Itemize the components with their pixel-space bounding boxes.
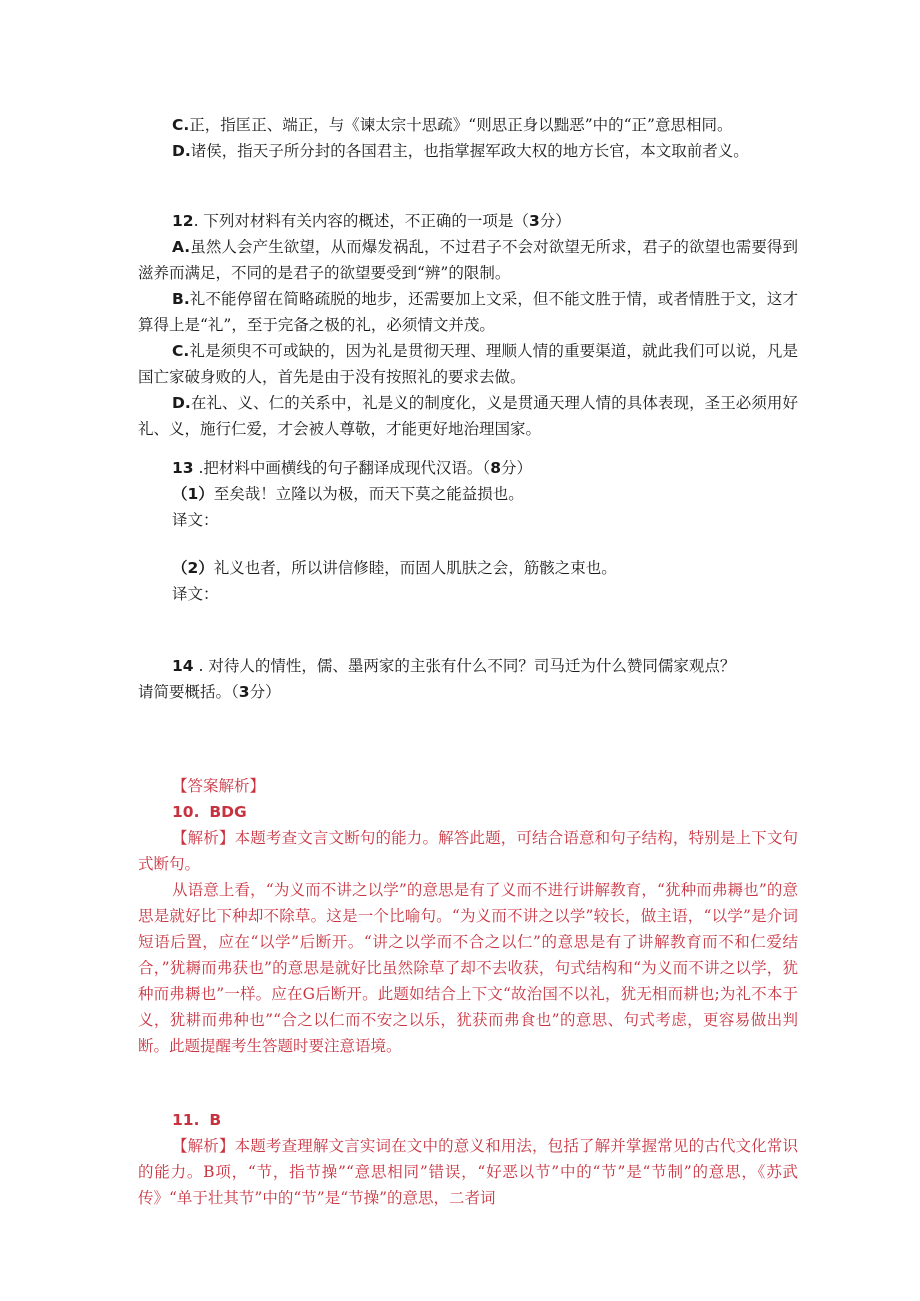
question-13-item-2: （2）礼义也者，所以讲信修睦，而固人肌肤之会，筋骸之束也。 (172, 559, 617, 577)
answer-11-heading: 11. B (172, 1111, 222, 1129)
answer-header: 【答案解析】 (172, 777, 266, 795)
option-d: D.诸侯，指天子所分封的各国君主，也指掌握军政大权的地方长官，本文取前者义。 (172, 142, 749, 160)
question-13-item-1-label: 译文： (172, 511, 219, 529)
option-c: C.正，指匡正、端正，与《谏太宗十思疏》“则思正身以黜恶”中的“正”意思相同。 (172, 116, 733, 134)
question-12-option-b: B.礼不能停留在简略疏脱的地步，还需要加上文采，但不能文胜于情，或者情胜于文，这才算得上是“礼”，至于完备之极的礼，必须情文并茂。 (138, 290, 798, 334)
question-14-line-1: 14 . 对待人的情性，儒、墨两家的主张有什么不同？司马迁为什么赞同儒家观点？ (172, 657, 736, 675)
question-12-option-d: D.在礼、义、仁的关系中，礼是义的制度化，义是贯通天理人情的具体表现，圣王必须用好礼、义，施行仁爱，才会被人尊敬，才能更好地治理国家。 (138, 394, 798, 438)
question-12-option-c: C.礼是须臾不可或缺的，因为礼是贯彻天理、理顺人情的重要渠道，就此我们可以说，凡是国亡家破身败的人，首先是由于没有按照礼的要求去做。 (138, 342, 798, 386)
answer-10-para-2: 从语意上看，“为义而不讲之以学”的意思是有了义而不进行讲解教育，“犹种而弗耨也”的意思是就好比下种却不除草。这是一个比喻句。“为义而不讲之以学”较长，做主语，“以学”是介词短语后置，应在“以学”后断开。“讲之以学而不合之以仁”的意思是有了讲解教育而不和仁爱结合，”犹耨而弗获也”的意思是就好比虽然除草了却不去收获，句式结构和“为义而不讲之以学，犹种而弗耨也”一样。应在G后断开。此题如结合上下文“故治国不以礼，犹无相而耕也;为礼不本于义，犹耕而弗种也”“合之以仁而不安之以乐，犹获而弗食也”的意思、句式考虑，更容易做出判断。此题提醒考生答题时要注意语境。 (138, 881, 798, 1055)
question-13-item-1: （1）至矣哉！立隆以为极，而天下莫之能益损也。 (172, 485, 524, 503)
question-12 (138, 208, 798, 442)
answer-10-para-1: 【解析】本题考查文言文断句的能力。解答此题，可结合语意和句子结构，特别是上下文句式断句。 (138, 829, 798, 873)
answer-11-analysis (138, 1133, 798, 1211)
option-block-prev (138, 112, 798, 164)
question-12-option-a: A.虽然人会产生欲望，从而爆发祸乱，不过君子不会对欲望无所求，君子的欲望也需要得到滋养而满足，不同的是君子的欲望要受到“辨”的限制。 (138, 238, 798, 282)
question-13-stem: 13 .把材料中画横线的句子翻译成现代汉语。（8分） (172, 459, 532, 477)
answer-11-para: 【解析】本题考查理解文言实词在文中的意义和用法，包括了解并掌握常见的古代文化常识的能力。B项，“节，指节操”“意思相同”错误，“好恶以节”中的“节”是“节制”的意思，《苏武传》“单于壮其节”中的“节”是“节操”的意思，二者词 (138, 1137, 798, 1207)
question-14-line-2: 请简要概括。（3分） (138, 683, 281, 701)
question-12-stem: 12. 下列对材料有关内容的概述，不正确的一项是（3分） (172, 212, 571, 230)
answer-10-heading: 10. BDG (172, 803, 247, 821)
question-13-item-2-label: 译文： (172, 585, 219, 603)
answer-10-analysis (138, 825, 798, 1059)
